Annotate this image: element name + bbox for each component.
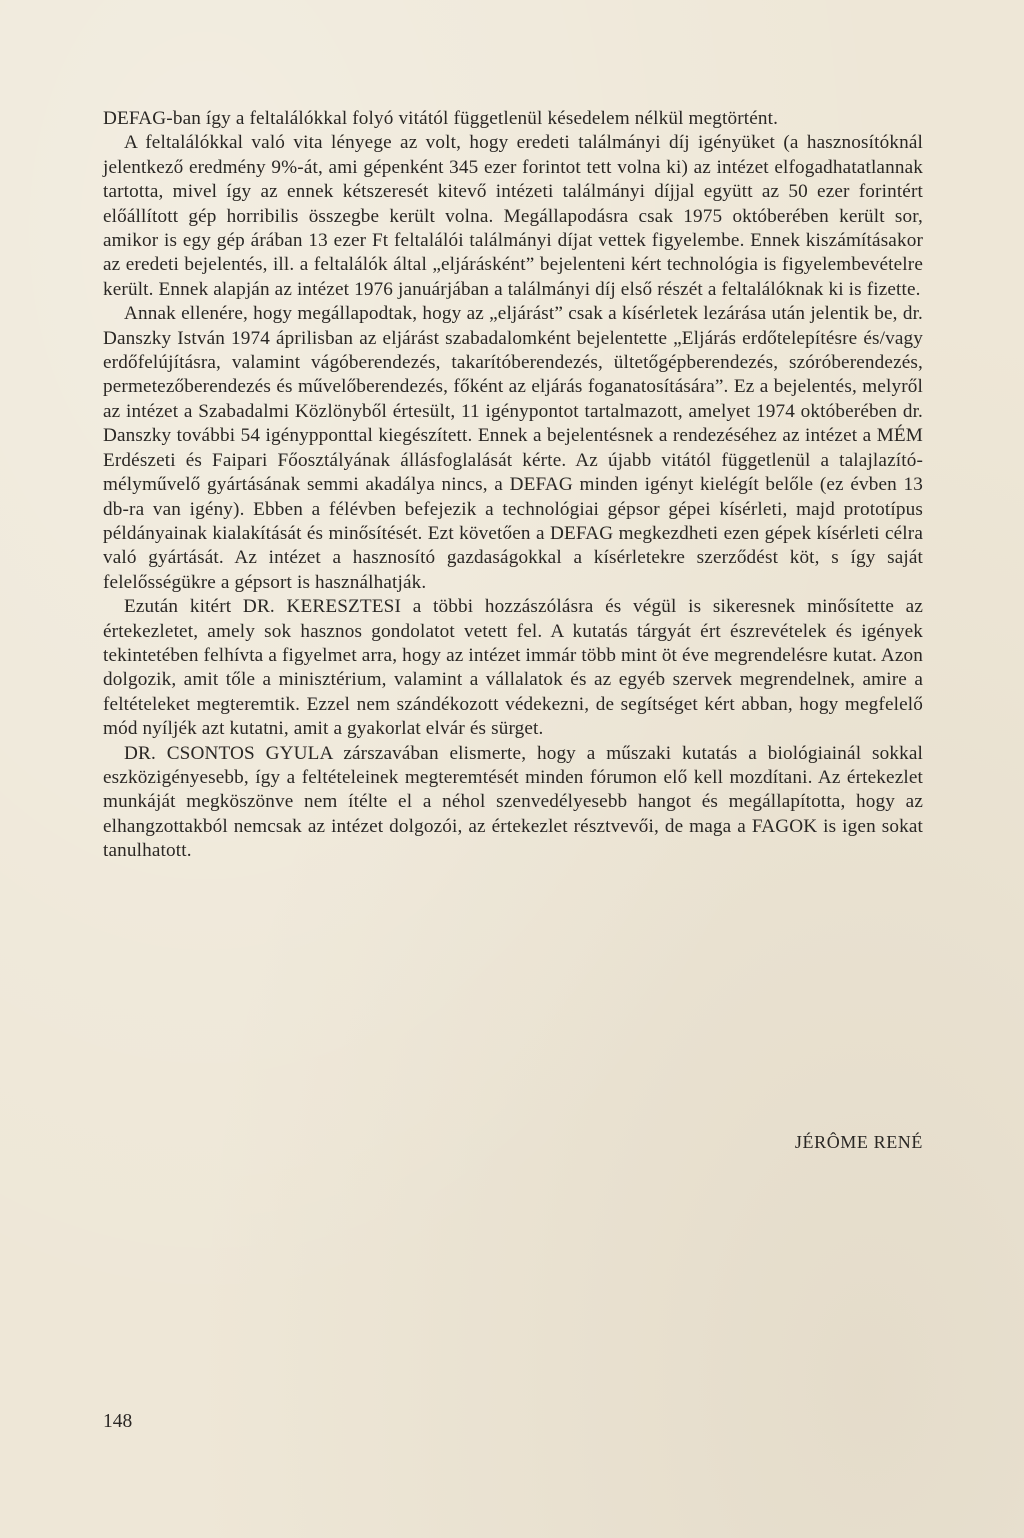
page-number: 148: [103, 1411, 133, 1432]
article-body: [103, 107, 923, 864]
paragraph-4: Ezután kitért DR. KERESZTESI a többi hozzászólásra és végül is sikeresnek minősítette az értekezletet, amely sok hasznos gondolatot vetett fel. A kutatás tárgyát ért észrevételek és igények tekintetében felhívta a figyelmet arra, hogy az intézet immár több mint öt éve megrendelésre kutat. Azon dolgozik, amit tőle a minisztérium, valamint a vállalatok és az egyéb szervek megrendelnek, amire a feltételeket megteremtik. Ezzel nem szándékozott védekezni, de segítséget kért abban, hogy megfelelő mód nyíljék azt kutatni, amit a gyakorlat elvár és sürget.: [103, 596, 923, 740]
paragraph-1: DEFAG-ban így a feltalálókkal folyó vitától függetlenül késedelem nélkül megtörtént.: [103, 108, 779, 129]
paragraph-3: Annak ellenére, hogy megállapodtak, hogy az „eljárást” csak a kísérletek lezárása után jelentik be, dr. Danszky István 1974 áprilisban az eljárást szabadalomként bejelentette „Eljárás erdőtelepítésre és/vagy erdőfelújításra, valamint vágóberendezés, takarítóberendezés, ültetőgépberendezés, szóróberendezés, permetezőberendezés és művelőberendezés, főként az eljárás foganatosítására”. Ez a bejelentés, melyről az intézet a Szabadalmi Közlönyből értesült, 11 igénypontot tartalmazott, amelyet 1974 októberében dr. Danszky további 54 igénypponttal kiegészített. Ennek a bejelentésnek a rendezéséhez az intézet a MÉM Erdészeti és Faipari Főosztályának állásfoglalását kérte. Az újabb vitától függetlenül a talajlazító-mélyművelő gyártásának semmi akadálya nincs, a DEFAG minden igényt kielégít belőle (ez évben 13 db-ra van igény). Ebben a félévben befejezik a technológiai gépsor gépei kísérleti, majd prototípus példányainak kialakítását és minősítését. Ezt követően a DEFAG megkezdheti ezen gépek kísérleti célra való gyártását. Az intézet a hasznosító gazdaságokkal a kísérletekre szerződést köt, s így saját felelősségükre a gépsort is használhatják.: [103, 303, 923, 593]
paragraph-5: DR. CSONTOS GYULA zárszavában elismerte, hogy a műszaki kutatás a biológiainál sokkal eszközigényesebb, így a feltételeinek megteremtését minden fórumon elő kell mozdítani. Az értekezlet munkáját megköszönve nem ítélte el a néhol szenvedélyesebb hangot és megállapította, hogy az elhangzottakból nemcsak az intézet dolgozói, az értekezlet résztvevői, de maga a FAGOK is igen sokat tanulhatott.: [103, 742, 923, 862]
paragraph-2: A feltalálókkal való vita lényege az volt, hogy eredeti találmányi díj igényüket (a hasznosítóknál jelentkező eredmény 9%-át, ami gépenként 345 ezer forintot tett volna ki) az intézet elfogadhatatlannak tartotta, mivel így az ennek kétszeresét kitevő intézeti találmányi díjjal együtt az 50 ezer forintért előállított gép horribilis összegbe került volna. Megállapodásra csak 1975 októberében került sor, amikor is egy gép árában 13 ezer Ft feltalálói találmányi díjat vettek figyelembe. Ennek kiszámításakor az eredeti bejelentés, ill. a feltalálók által „eljárásként” bejelenteni kért technológia is figyelembevételre került. Ennek alapján az intézet 1976 januárjában a találmányi díj első részét a feltalálóknak ki is fizette.: [103, 132, 923, 300]
author-signature: JÉRÔME RENÉ: [794, 1132, 923, 1152]
